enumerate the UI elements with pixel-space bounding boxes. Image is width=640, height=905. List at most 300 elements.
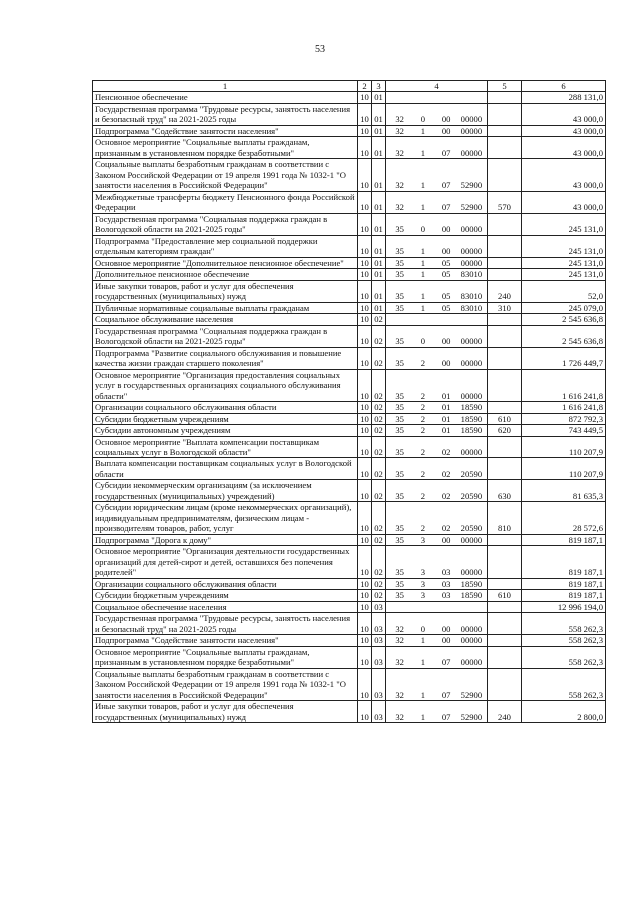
table-row [93, 613, 606, 635]
section-code: 10 [358, 235, 372, 257]
table-row [93, 601, 606, 612]
amount-value: 52,0 [522, 280, 606, 302]
section-code: 10 [358, 302, 372, 313]
section-code: 10 [358, 578, 372, 589]
row-name: Субсидии некоммерческим организациям (за исключением государственных (муниципальных) учреждений) [93, 480, 358, 502]
subprogram-code: 0 [420, 336, 426, 347]
table-row [93, 502, 606, 534]
amount-value: 819 187,1 [522, 546, 606, 578]
table-row [93, 125, 606, 136]
subsection-code: 03 [372, 668, 386, 700]
section-code: 10 [358, 590, 372, 601]
program-code: 35 [395, 523, 404, 534]
target-article-code [386, 436, 488, 458]
amount-value: 43 000,0 [522, 103, 606, 125]
subsection-code: 02 [372, 325, 386, 347]
table-row [93, 257, 606, 268]
table-row [93, 413, 606, 424]
header-col-6: 6 [522, 81, 606, 92]
subprogram-code: 2 [420, 468, 426, 479]
section-code: 10 [358, 402, 372, 413]
event-code: 07 [441, 657, 451, 668]
row-name: Основное мероприятие "Организация предоставления социальных услуг в государственных организациях социального обслуживания области" [93, 369, 358, 401]
program-code: 32 [395, 202, 404, 213]
section-code: 10 [358, 280, 372, 302]
program-code: 35 [395, 446, 404, 457]
target-article-code [386, 302, 488, 313]
amount-value: 245 131,0 [522, 235, 606, 257]
direction-code: 00000 [460, 358, 483, 369]
subprogram-code: 1 [420, 202, 426, 213]
expense-type-code [488, 92, 522, 103]
target-article-code [386, 502, 488, 534]
target-article-code [386, 369, 488, 401]
program-code: 35 [395, 413, 404, 424]
direction-code: 00000 [460, 125, 483, 136]
amount-value: 1 726 449,7 [522, 347, 606, 369]
event-code: 00 [441, 125, 451, 136]
program-code: 35 [395, 302, 404, 313]
direction-code: 00000 [460, 257, 483, 268]
expense-type-code: 610 [488, 590, 522, 601]
program-code: 32 [395, 635, 404, 646]
amount-value: 43 000,0 [522, 137, 606, 159]
direction-code: 00000 [460, 147, 483, 158]
subprogram-code: 1 [420, 269, 426, 280]
target-article-code [386, 347, 488, 369]
row-name: Социальное обслуживание населения [93, 314, 358, 325]
target-article-code [386, 546, 488, 578]
event-code: 07 [441, 147, 451, 158]
subprogram-code: 2 [420, 358, 426, 369]
amount-value: 110 207,9 [522, 436, 606, 458]
expense-type-code: 610 [488, 413, 522, 424]
target-article-code [386, 325, 488, 347]
target-article-code [386, 137, 488, 159]
section-code: 10 [358, 269, 372, 280]
expense-type-code [488, 347, 522, 369]
expense-type-code [488, 635, 522, 646]
amount-value: 819 187,1 [522, 578, 606, 589]
row-name: Основное мероприятие "Социальные выплаты гражданам, признанным в установленном порядке безработными" [93, 137, 358, 159]
expense-type-code [488, 369, 522, 401]
table-row [93, 347, 606, 369]
subprogram-code: 3 [420, 578, 426, 589]
direction-code: 00000 [460, 390, 483, 401]
header-row [93, 81, 606, 92]
direction-code: 52900 [460, 689, 483, 700]
table-row [93, 92, 606, 103]
direction-code: 00000 [460, 446, 483, 457]
table-row [93, 534, 606, 545]
event-code: 07 [441, 689, 451, 700]
subprogram-code: 2 [420, 425, 426, 436]
row-name: Основное мероприятие "Организация деятельности государственных организаций для детей-сирот и детей, оставшихся без попечения родителей" [93, 546, 358, 578]
target-article-code [386, 635, 488, 646]
expense-type-code [488, 125, 522, 136]
table-row [93, 546, 606, 578]
event-code: 00 [441, 534, 451, 545]
expense-type-code [488, 103, 522, 125]
event-code: 01 [441, 390, 451, 401]
table-row [93, 425, 606, 436]
table-row [93, 635, 606, 646]
section-code: 10 [358, 635, 372, 646]
target-article-code [386, 159, 488, 191]
section-code: 10 [358, 668, 372, 700]
section-code: 10 [358, 92, 372, 103]
expense-type-code: 810 [488, 502, 522, 534]
section-code: 10 [358, 413, 372, 424]
target-article-code [386, 668, 488, 700]
row-name: Основное мероприятие "Дополнительное пенсионное обеспечение" [93, 257, 358, 268]
amount-value: 43 000,0 [522, 191, 606, 213]
row-name: Субсидии бюджетным учреждениям [93, 413, 358, 424]
program-code: 35 [395, 358, 404, 369]
target-article-code [386, 701, 488, 723]
subprogram-code: 3 [420, 567, 426, 578]
section-code: 10 [358, 347, 372, 369]
program-code: 35 [395, 490, 404, 501]
direction-code: 83010 [460, 269, 483, 280]
direction-code: 20590 [460, 468, 483, 479]
subsection-code: 02 [372, 402, 386, 413]
direction-code: 83010 [460, 302, 483, 313]
event-code: 03 [441, 590, 451, 601]
subsection-code: 02 [372, 458, 386, 480]
subprogram-code: 1 [420, 689, 426, 700]
expense-type-code: 240 [488, 280, 522, 302]
expense-type-code: 620 [488, 425, 522, 436]
target-article-code [386, 601, 488, 612]
subsection-code: 02 [372, 480, 386, 502]
event-code: 00 [441, 114, 451, 125]
row-name: Государственная программа "Социальная поддержка граждан в Вологодской области на 2021-2025 годы" [93, 213, 358, 235]
event-code: 02 [441, 490, 451, 501]
target-article-code [386, 191, 488, 213]
row-name: Подпрограмма "Развитие социального обслуживания и повышение качества жизни граждан старшего поколения" [93, 347, 358, 369]
event-code: 07 [441, 711, 451, 722]
subsection-code: 02 [372, 425, 386, 436]
target-article-code [386, 314, 488, 325]
subsection-code: 02 [372, 590, 386, 601]
amount-value: 43 000,0 [522, 125, 606, 136]
section-code: 10 [358, 314, 372, 325]
table-row [93, 137, 606, 159]
subsection-code: 02 [372, 436, 386, 458]
program-code: 35 [395, 402, 404, 413]
table-row [93, 402, 606, 413]
event-code: 00 [441, 224, 451, 235]
subprogram-code: 1 [420, 180, 426, 191]
amount-value: 743 449,5 [522, 425, 606, 436]
target-article-code [386, 590, 488, 601]
table-row [93, 235, 606, 257]
amount-value: 819 187,1 [522, 534, 606, 545]
direction-code: 52900 [460, 711, 483, 722]
expense-type-code [488, 458, 522, 480]
table-row [93, 668, 606, 700]
subsection-code: 03 [372, 646, 386, 668]
subprogram-code: 2 [420, 413, 426, 424]
section-code: 10 [358, 480, 372, 502]
row-name: Организации социального обслуживания области [93, 402, 358, 413]
target-article-code [386, 578, 488, 589]
amount-value: 558 262,3 [522, 613, 606, 635]
section-code: 10 [358, 103, 372, 125]
table-row [93, 302, 606, 313]
subprogram-code: 2 [420, 402, 426, 413]
direction-code: 00000 [460, 657, 483, 668]
table-row [93, 590, 606, 601]
subsection-code: 03 [372, 613, 386, 635]
expense-type-code [488, 601, 522, 612]
program-code: 35 [395, 291, 404, 302]
section-code: 10 [358, 425, 372, 436]
expense-type-code [488, 646, 522, 668]
program-code: 35 [395, 390, 404, 401]
target-article-code [386, 413, 488, 424]
amount-value: 558 262,3 [522, 635, 606, 646]
program-code: 35 [395, 534, 404, 545]
subsection-code: 01 [372, 103, 386, 125]
table-row [93, 103, 606, 125]
direction-code: 18590 [460, 590, 483, 601]
subsection-code: 01 [372, 137, 386, 159]
event-code: 03 [441, 578, 451, 589]
table-row [93, 269, 606, 280]
event-code: 05 [441, 257, 451, 268]
header-col-2: 2 [358, 81, 372, 92]
table-row [93, 436, 606, 458]
row-name: Публичные нормативные социальные выплаты гражданам [93, 302, 358, 313]
target-article-code [386, 257, 488, 268]
subprogram-code: 0 [420, 224, 426, 235]
expense-type-code [488, 613, 522, 635]
direction-code: 00000 [460, 246, 483, 257]
subprogram-code: 2 [420, 523, 426, 534]
amount-value: 2 545 636,8 [522, 325, 606, 347]
section-code: 10 [358, 137, 372, 159]
amount-value: 558 262,3 [522, 668, 606, 700]
header-col-3: 3 [372, 81, 386, 92]
target-article-code [386, 92, 488, 103]
table-row [93, 159, 606, 191]
expense-type-code [488, 668, 522, 700]
subprogram-code: 1 [420, 147, 426, 158]
program-code: 32 [395, 125, 404, 136]
expense-type-code [488, 402, 522, 413]
expense-type-code [488, 546, 522, 578]
amount-value: 245 079,0 [522, 302, 606, 313]
direction-code: 52900 [460, 202, 483, 213]
row-name: Подпрограмма "Предоставление мер социальной поддержки отдельным категориям граждан" [93, 235, 358, 257]
subprogram-code: 3 [420, 590, 426, 601]
table-row [93, 369, 606, 401]
subprogram-code: 1 [420, 291, 426, 302]
expense-type-code [488, 159, 522, 191]
row-name: Дополнительное пенсионное обеспечение [93, 269, 358, 280]
program-code: 35 [395, 567, 404, 578]
section-code: 10 [358, 436, 372, 458]
direction-code: 83010 [460, 291, 483, 302]
target-article-code [386, 235, 488, 257]
subsection-code: 02 [372, 578, 386, 589]
section-code: 10 [358, 534, 372, 545]
section-code: 10 [358, 701, 372, 723]
subsection-code: 01 [372, 125, 386, 136]
event-code: 00 [441, 623, 451, 634]
program-code: 35 [395, 269, 404, 280]
subprogram-code: 1 [420, 257, 426, 268]
event-code: 00 [441, 336, 451, 347]
amount-value: 1 616 241,8 [522, 402, 606, 413]
subprogram-code: 1 [420, 657, 426, 668]
section-code: 10 [358, 213, 372, 235]
row-name: Пенсионное обеспечение [93, 92, 358, 103]
section-code: 10 [358, 125, 372, 136]
section-code: 10 [358, 502, 372, 534]
program-code: 35 [395, 578, 404, 589]
table-row [93, 646, 606, 668]
expense-type-code [488, 137, 522, 159]
event-code: 05 [441, 269, 451, 280]
direction-code: 18590 [460, 425, 483, 436]
target-article-code [386, 613, 488, 635]
section-code: 10 [358, 325, 372, 347]
target-article-code [386, 480, 488, 502]
program-code: 32 [395, 180, 404, 191]
expense-type-code [488, 269, 522, 280]
header-col-5: 5 [488, 81, 522, 92]
direction-code: 00000 [460, 224, 483, 235]
page-number: 53 [315, 44, 325, 55]
program-code: 35 [395, 590, 404, 601]
amount-value: 43 000,0 [522, 159, 606, 191]
row-name: Иные закупки товаров, работ и услуг для обеспечения государственных (муниципальных) нужд [93, 280, 358, 302]
target-article-code [386, 280, 488, 302]
direction-code: 00000 [460, 336, 483, 347]
expense-type-code [488, 325, 522, 347]
subsection-code: 02 [372, 546, 386, 578]
target-article-code [386, 125, 488, 136]
subsection-code: 01 [372, 257, 386, 268]
program-code: 35 [395, 468, 404, 479]
row-name: Основное мероприятие "Выплата компенсации поставщикам социальных услуг в Вологодской области" [93, 436, 358, 458]
amount-value: 2 545 636,8 [522, 314, 606, 325]
target-article-code [386, 103, 488, 125]
subprogram-code: 1 [420, 246, 426, 257]
row-name: Иные закупки товаров, работ и услуг для обеспечения государственных (муниципальных) нужд [93, 701, 358, 723]
row-name: Социальные выплаты безработным гражданам в соответствии с Законом Российской Федерации от 19 апреля 1991 года № 1032-1 "О занятости населения в Российской Федерации" [93, 159, 358, 191]
section-code: 10 [358, 646, 372, 668]
subsection-code: 03 [372, 601, 386, 612]
event-code: 01 [441, 425, 451, 436]
amount-value: 245 131,0 [522, 213, 606, 235]
row-name: Подпрограмма "Дорога к дому" [93, 534, 358, 545]
expense-type-code [488, 578, 522, 589]
subsection-code: 02 [372, 413, 386, 424]
event-code: 03 [441, 567, 451, 578]
amount-value: 245 131,0 [522, 269, 606, 280]
budget-table [92, 80, 606, 723]
program-code: 32 [395, 711, 404, 722]
subprogram-code: 2 [420, 446, 426, 457]
program-code: 32 [395, 689, 404, 700]
subprogram-code: 1 [420, 635, 426, 646]
table-row [93, 480, 606, 502]
table-row [93, 314, 606, 325]
expense-type-code: 630 [488, 480, 522, 502]
program-code: 32 [395, 657, 404, 668]
row-name: Выплата компенсации поставщикам социальных услуг в Вологодской области [93, 458, 358, 480]
direction-code: 20590 [460, 523, 483, 534]
header-col-1: 1 [93, 81, 358, 92]
section-code: 10 [358, 601, 372, 612]
row-name: Социальные выплаты безработным гражданам в соответствии с Законом Российской Федерации от 19 апреля 1991 года № 1032-1 "О занятости населения в Российской Федерации" [93, 668, 358, 700]
event-code: 02 [441, 468, 451, 479]
subsection-code: 01 [372, 302, 386, 313]
target-article-code [386, 458, 488, 480]
direction-code: 00000 [460, 623, 483, 634]
section-code: 10 [358, 257, 372, 268]
direction-code: 20590 [460, 490, 483, 501]
subsection-code: 01 [372, 213, 386, 235]
row-name: Организации социального обслуживания области [93, 578, 358, 589]
row-name: Государственная программа "Трудовые ресурсы, занятость населения и безопасный труд" на 2021-2025 годы [93, 613, 358, 635]
subprogram-code: 0 [420, 114, 426, 125]
subprogram-code: 0 [420, 623, 426, 634]
expense-type-code: 570 [488, 191, 522, 213]
subsection-code: 02 [372, 502, 386, 534]
event-code: 07 [441, 180, 451, 191]
section-code: 10 [358, 191, 372, 213]
direction-code: 00000 [460, 635, 483, 646]
program-code: 35 [395, 425, 404, 436]
expense-type-code [488, 257, 522, 268]
table-row [93, 325, 606, 347]
budget-table-body [93, 81, 606, 723]
direction-code: 00000 [460, 567, 483, 578]
direction-code: 00000 [460, 114, 483, 125]
expense-type-code: 310 [488, 302, 522, 313]
target-article-code [386, 402, 488, 413]
direction-code: 18590 [460, 578, 483, 589]
section-code: 10 [358, 546, 372, 578]
target-article-code [386, 646, 488, 668]
subsection-code: 03 [372, 635, 386, 646]
event-code: 07 [441, 202, 451, 213]
subsection-code: 01 [372, 269, 386, 280]
section-code: 10 [358, 613, 372, 635]
amount-value: 81 635,3 [522, 480, 606, 502]
amount-value: 1 616 241,8 [522, 369, 606, 401]
amount-value: 12 996 194,0 [522, 601, 606, 612]
subprogram-code: 1 [420, 302, 426, 313]
event-code: 02 [441, 523, 451, 534]
section-code: 10 [358, 159, 372, 191]
subprogram-code: 3 [420, 534, 426, 545]
amount-value: 819 187,1 [522, 590, 606, 601]
amount-value: 110 207,9 [522, 458, 606, 480]
table-row [93, 280, 606, 302]
row-name: Субсидии юридическим лицам (кроме некоммерческих организаций), индивидуальным предпринимателям, физическим лицам - производителям товаров, работ, услуг [93, 502, 358, 534]
program-code: 32 [395, 623, 404, 634]
amount-value: 872 792,3 [522, 413, 606, 424]
direction-code: 00000 [460, 534, 483, 545]
direction-code: 18590 [460, 402, 483, 413]
row-name: Государственная программа "Трудовые ресурсы, занятость населения и безопасный труд" на 2021-2025 годы [93, 103, 358, 125]
